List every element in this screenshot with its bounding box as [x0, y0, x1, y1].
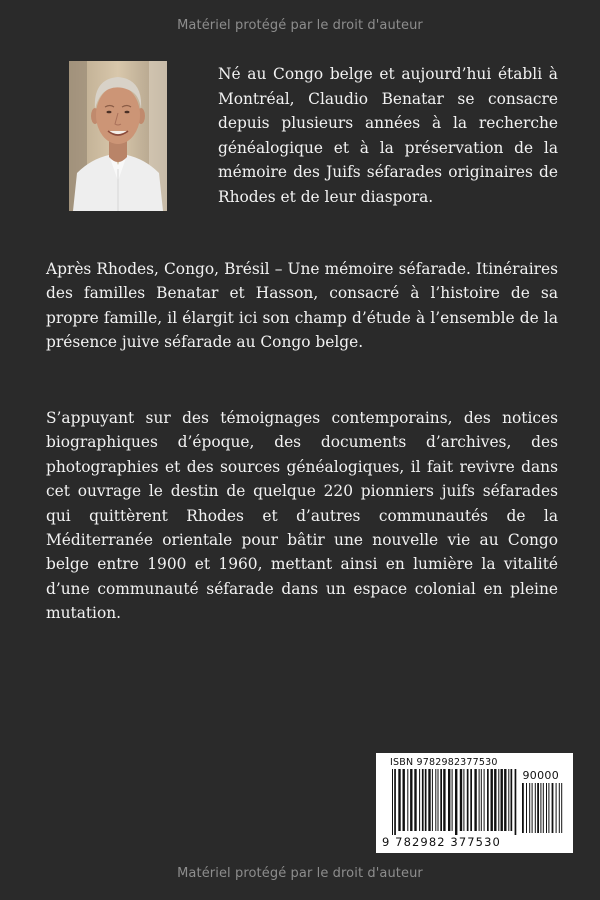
barcode-bar [487, 769, 489, 831]
barcode-bar [529, 783, 530, 833]
barcode-bar [403, 769, 405, 831]
barcode-bar [559, 783, 560, 833]
barcode-bar [443, 769, 445, 831]
barcode-bar [425, 769, 427, 831]
barcode-bar [435, 769, 436, 831]
barcode-bar [448, 769, 450, 831]
barcode-bar [440, 769, 442, 831]
barcode-bar [481, 769, 482, 831]
price-addon-code: 90000 [522, 769, 559, 782]
barcode-bar [540, 783, 541, 833]
barcode-bar [532, 783, 533, 833]
barcode-bar [484, 769, 485, 831]
barcode-bar [419, 769, 420, 831]
barcode-bar [552, 783, 554, 833]
barcode-bar [508, 769, 509, 831]
barcode-bar [556, 783, 557, 833]
description-paragraph: Après Rhodes, Congo, Brésil – Une mémoire séfarade. Itinéraires des familles Benatar et Hasson, consacré à l’histoire de sa propre famille, il élargit ici son champ d’étude à l’ensemble de la présence juive séfarade au Congo belge. [46, 260, 558, 352]
copyright-watermark-bottom: Matériel protégé par le droit d'auteur [177, 866, 423, 881]
barcode-bar [394, 769, 396, 835]
barcode-digits: 9 782982 377530 [382, 835, 501, 849]
barcode-bar [407, 769, 408, 831]
isbn-label: ISBN 9782982377530 [390, 757, 498, 768]
barcode-bar [414, 769, 416, 831]
barcode-bar [498, 769, 499, 831]
barcode-bar [392, 769, 393, 835]
barcode-bar [522, 783, 524, 833]
barcode-bar [511, 769, 513, 831]
barcode-bar [561, 783, 562, 833]
barcode-bar [422, 769, 424, 831]
barcode-bar [455, 769, 457, 835]
barcode-bar [501, 769, 503, 831]
barcode-bar [452, 769, 453, 831]
barcode-bar [537, 783, 539, 833]
barcode-bar [432, 769, 433, 831]
barcode-bar [470, 769, 472, 831]
barcode-bar [504, 769, 506, 831]
barcode-bar [526, 783, 527, 833]
barcode-bar [494, 769, 496, 831]
barcode-bar [479, 769, 480, 831]
barcode-bar [543, 783, 544, 833]
barcode-bar [463, 769, 464, 831]
isbn-barcode [376, 753, 573, 853]
barcode-bar [546, 783, 547, 833]
description-paragraph: S’appuyant sur des témoignages contemporains, des notices biographiques d’époque, des documents d’archives, des photographies et des sources généalogiques, il fait revivre dans cet ouvrage le destin de quelque 220 pionniers juifs séfarades qui quittèrent Rhodes et d’autres communautés de la Méditerranée orientale pour bâtir une nouvelle vie au Congo belge entre 1900 et 1960, mettant ainsi en lumière la vitalité d’une communauté séfarade dans un espace colonial en pleine mutation. [46, 409, 558, 623]
barcode-bar [410, 769, 412, 831]
barcode-bar [474, 769, 476, 831]
author-biography: Né au Congo belge et aujourd’hui établi à Montréal, Claudio Benatar se consacre depuis plusieurs années à la recherche généalogique et à la préservation de la mémoire des Juifs séfarades originaires de Rhodes et de leur diaspora. [218, 65, 558, 206]
barcode-bar [460, 769, 462, 831]
barcode-bar [535, 783, 536, 833]
barcode-bar [467, 769, 469, 831]
barcode-bar [491, 769, 493, 831]
barcode-bar [515, 769, 517, 835]
barcode-bar [428, 769, 430, 831]
author-portrait-icon [69, 61, 167, 211]
copyright-watermark-top: Matériel protégé par le droit d'auteur [177, 18, 423, 33]
barcode-bar [398, 769, 400, 831]
barcode-bar [548, 783, 549, 833]
author-photo [69, 61, 167, 211]
barcode-bar [438, 769, 439, 831]
